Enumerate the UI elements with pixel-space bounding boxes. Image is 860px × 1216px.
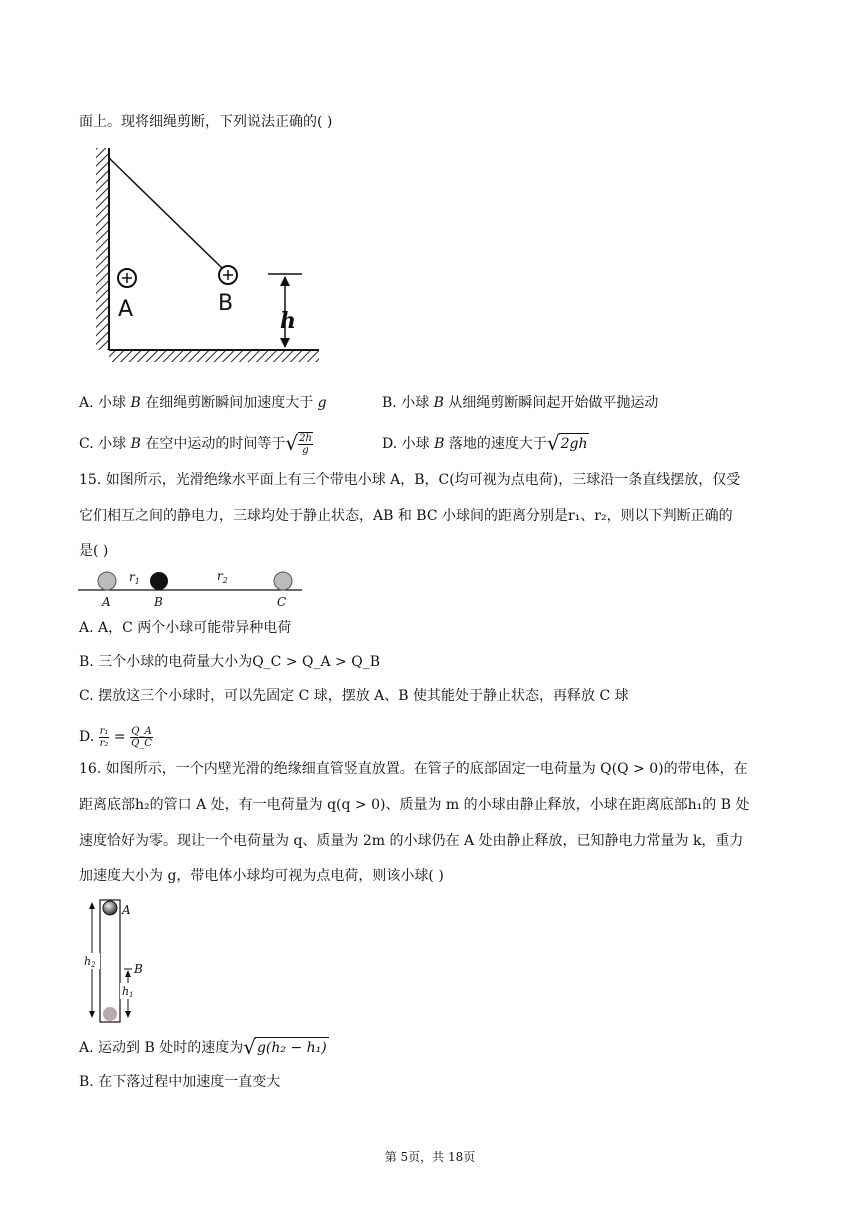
q16-figure: [80, 898, 170, 1028]
q15-option-c[interactable]: C. 摆放这三个小球时，可以先固定 C 球，摆放 A、B 使其能处于静止状态，再释放 C 球: [79, 688, 629, 704]
q16-stem-line-2: 距离底部h₂的管口 A 处，有一电荷量为 q(q > 0)、质量为 m 的小球由静止释放，小球在距离底部h₁的 B 处: [79, 797, 750, 813]
h1-arrow-up: [125, 970, 131, 977]
q15-option-d[interactable]: D. $\frac{\text{r₁}}{\text{r₂}}$ = $\frac{Q\_A}{Q\_C}$: [79, 725, 152, 749]
q16-stem-line-3: 速度恰好为零。现让一个电荷量为 q、质量为 2m 的小球仍在 A 处由静止释放，已知静电力常量为 k，重力: [79, 833, 744, 849]
label-r1: $r_1$: [129, 570, 140, 586]
label-h2: h2: [84, 955, 96, 969]
q14-option-a[interactable]: A. 小球 B 在细绳剪断瞬间加速度大于 g: [79, 395, 327, 411]
charge-bottom: [103, 1007, 117, 1021]
q16-option-b[interactable]: B. 在下落过程中加速度一直变大: [79, 1074, 281, 1090]
q14-stem-tail: 面上。现将细绳剪断，下列说法正确的( ): [79, 114, 333, 130]
label-h1: h1: [122, 985, 134, 999]
h-arrow-up: [280, 276, 290, 286]
ball-a: [118, 269, 136, 287]
q15-stem-line-3: 是( ): [79, 543, 109, 559]
q16-option-a[interactable]: A. 运动到 B 处时的速度为√g(h₂ − h₁): [79, 1035, 327, 1059]
q16-stem-line-4: 加速度大小为 g，带电体小球均可视为点电荷，则该小球( ): [79, 868, 444, 884]
q15-stem-line-1: 15. 如图所示，光滑绝缘水平面上有三个带电小球 A，B，C(均可视为点电荷)，三球沿一条直线摆放，仅受: [79, 472, 741, 488]
h1-arrow-down: [125, 1011, 131, 1018]
h-arrow-down: [280, 338, 290, 348]
label-a: A: [118, 297, 134, 322]
q14-option-c[interactable]: C. 小球 B 在空中运动的时间等于√ $\frac{2h}{g}$: [79, 431, 312, 456]
h2-arrow-up: [89, 902, 95, 909]
ball-b: [219, 266, 237, 284]
q15-option-b[interactable]: B. 三个小球的电荷量大小为Q_C > Q_A > Q_B: [79, 654, 380, 670]
q14-option-d[interactable]: D. 小球 B 落地的速度大于√2gh: [382, 431, 588, 455]
tube: [100, 900, 120, 1022]
h2-arrow-down: [89, 1011, 95, 1018]
q15-stem-line-2: 它们相互之间的静电力，三球均处于静止状态，AB 和 BC 小球间的距离分别是r₁、r₂，则以下判断正确的: [79, 508, 733, 524]
q15-figure: [78, 566, 308, 612]
q14-figure: [90, 146, 330, 368]
label-h: h: [280, 308, 296, 334]
label-c: C: [277, 595, 287, 609]
page-footer: 第 5页，共 18页: [384, 1150, 476, 1164]
label-b: B: [134, 962, 143, 976]
label-r2: $r_2$: [217, 569, 228, 585]
ball-top: [103, 901, 117, 915]
wall-hatch: [96, 148, 109, 350]
label-a: A: [102, 595, 111, 609]
string-line: [109, 158, 222, 268]
q15-option-a[interactable]: A. A，C 两个小球可能带异种电荷: [79, 620, 292, 636]
q16-stem-line-1: 16. 如图所示，一个内壁光滑的绝缘细直管竖直放置。在管子的底部固定一电荷量为 Q(Q > 0)的带电体，在: [79, 761, 748, 777]
label-b: B: [154, 595, 163, 609]
q14-option-b[interactable]: B. 小球 B 从细绳剪断瞬间起开始做平抛运动: [382, 395, 659, 411]
ball-b: [150, 572, 168, 590]
ball-a: [98, 572, 116, 590]
label-a: A: [122, 903, 131, 917]
label-b: B: [218, 291, 234, 316]
floor-hatch: [109, 350, 319, 362]
ball-c: [274, 572, 292, 590]
